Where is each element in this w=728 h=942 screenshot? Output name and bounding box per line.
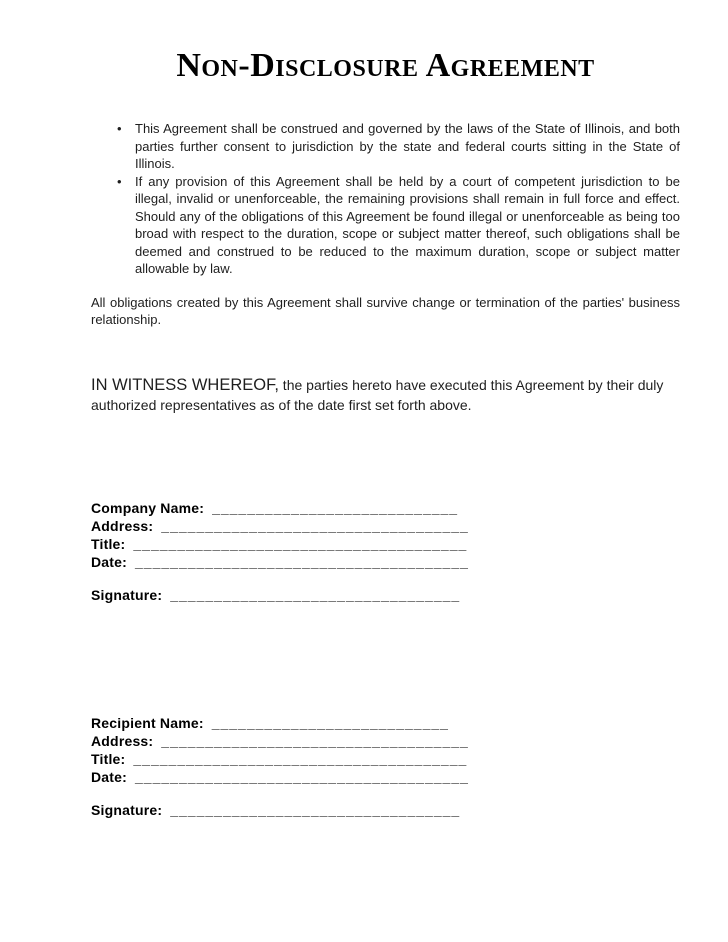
- recipient-title-line: ______________________________________: [133, 750, 468, 767]
- recipient-address-row: [91, 732, 680, 750]
- recipient-name-label: Recipient Name:: [91, 714, 204, 731]
- company-name-row: [91, 499, 680, 517]
- provision-text: If any provision of this Agreement shall be held by a court of competent jurisdiction to be illegal, invalid or unenforceable, the remaining provisions shall remain in full force and effect. Should any of the obligations of this Agreement be found illegal or unenforceable as being too broad with respect to the duration, scope or subject matter thereof, such obligations shall be deemed and construed to be reduced to the maximum duration, scope or subject matter allowable by law.: [135, 173, 680, 276]
- company-signature-block: [91, 499, 680, 604]
- company-address-line: ___________________________________: [161, 517, 469, 534]
- bullet-icon: •: [117, 121, 122, 136]
- witness-lead-text: IN WITNESS WHEREOF,: [91, 375, 279, 394]
- recipient-date-row: [91, 768, 680, 786]
- recipient-address-label: Address:: [91, 732, 154, 749]
- survival-paragraph: All obligations created by this Agreement shall survive change or termination of the parties' business relationship.: [91, 294, 680, 327]
- recipient-date-line: ______________________________________: [135, 768, 469, 785]
- company-title-label: Title:: [91, 535, 126, 552]
- company-title-row: [91, 535, 680, 553]
- company-name-line: ____________________________: [212, 499, 459, 516]
- recipient-date-label: Date:: [91, 768, 128, 785]
- recipient-name-row: [91, 714, 680, 732]
- document-title: Non-Disclosure Agreement: [176, 47, 595, 84]
- company-signature-row: [91, 586, 680, 604]
- company-signature-line: _________________________________: [170, 586, 461, 603]
- recipient-title-row: [91, 750, 680, 768]
- recipient-title-label: Title:: [91, 750, 126, 767]
- recipient-name-line: ___________________________: [211, 714, 449, 731]
- witness-paragraph: [91, 375, 680, 415]
- company-title-line: ______________________________________: [133, 535, 468, 552]
- recipient-signature-label: Signature:: [91, 801, 163, 818]
- recipient-signature-row: [91, 801, 680, 819]
- company-date-label: Date:: [91, 553, 128, 570]
- company-address-label: Address:: [91, 517, 154, 534]
- recipient-signature-block: [91, 714, 680, 819]
- witness-rest-text: the parties hereto have executed this Agreement by their duly authorized representatives as of the date first set forth above.: [91, 376, 664, 413]
- bullet-icon: •: [117, 173, 122, 189]
- company-signature-label: Signature:: [91, 586, 163, 603]
- provisions-list: [91, 120, 680, 278]
- provision-text: This Agreement shall be construed and governed by the laws of the State of Illinois, and both parties further consent to jurisdiction by the state and federal courts sitting in the State of Illinois.: [135, 121, 680, 171]
- company-address-row: [91, 517, 680, 535]
- recipient-address-line: ___________________________________: [161, 732, 469, 749]
- recipient-signature-line: _________________________________: [170, 801, 461, 818]
- company-name-label: Company Name:: [91, 499, 205, 516]
- company-date-row: [91, 553, 680, 571]
- company-date-line: ______________________________________: [135, 553, 469, 570]
- provision-severability: [91, 173, 680, 278]
- provision-governing-law: [91, 120, 680, 173]
